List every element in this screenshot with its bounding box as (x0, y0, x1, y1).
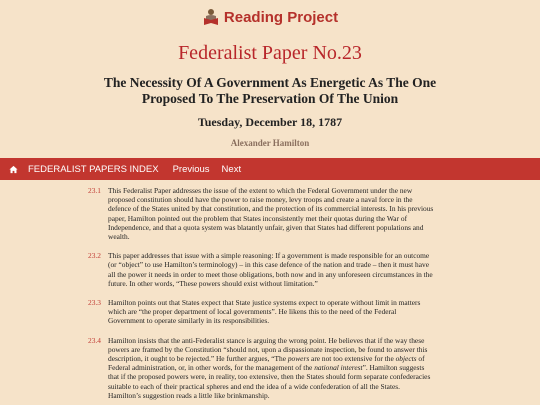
book-reader-icon (202, 8, 220, 26)
paragraph-text (108, 298, 434, 326)
emphasis-text: objects (395, 354, 417, 364)
paragraph-number: 23.2 (88, 251, 101, 261)
publication-date: Tuesday, December 18, 1787 (197, 115, 343, 129)
paragraph-text (108, 186, 434, 241)
site-logo[interactable] (0, 8, 540, 26)
author-name: Alexander Hamilton (230, 138, 310, 148)
paragraph-text (108, 251, 434, 288)
text-run: Hamilton insists that the anti-Federalist stance is arguing the wrong point. He believes that if the way these powers are framed by the Constitution “should not, upon a dispassionate inspection, be found to answer this description, it ought to be rejected.” He further argues, “The (108, 335, 428, 364)
paragraph (88, 186, 434, 241)
emphasis-text: national interest (314, 363, 363, 373)
paragraph-number: 23.3 (88, 298, 101, 308)
article-content (88, 186, 434, 405)
text-run: are not too extensive for the (309, 354, 396, 364)
paragraph-number: 23.1 (88, 186, 101, 195)
text-run: ”. Hamilton suggests that if the proposed powers were, in reality, too extensive, then the States should form separate confederacies suitable to each of their practical spheres and end the idea of a wide confederation of all the States. Hamilton’s suggestion reads a little like brinkmanship. (108, 363, 431, 400)
paragraph-text (108, 336, 434, 400)
paragraph (88, 336, 434, 400)
text-run: This paper addresses that issue with a simple reasoning: If a government is made responsible for an outcome (or “object” to use Hamilton’s terminology) – in this case defence of the nation and trade – then it must have all the power it needs in order to meet those obligations, both now and in any unforeseen circumstances in the future. In other words, “These powers should exist without limitation.” (108, 251, 433, 288)
paragraph (88, 251, 434, 288)
text-run: Hamilton points out that States expect that State justice systems expect to operate without limit in matters which are “the proper department of local governments”. He likens this to the need of the Federal Government to operate similarly in its responsibilities. (108, 298, 421, 326)
logo-text: Reading Project (223, 8, 339, 26)
page-subtitle: The Necessity Of A Government As Energetic As The One Proposed To The Preservation Of The Union (103, 75, 437, 106)
nav-previous-link[interactable]: Previous (172, 163, 210, 175)
paragraph (88, 298, 434, 326)
nav-bar (0, 158, 540, 180)
nav-index-link[interactable]: FEDERALIST PAPERS INDEX (28, 163, 159, 175)
text-run: of Federal administration, or, in other words, for the management of the (108, 354, 425, 373)
home-icon[interactable] (4, 158, 22, 180)
emphasis-text: powers (287, 354, 310, 364)
text-run: This Federalist Paper addresses the issue of the extent to which the Federal Government under the new proposed constitution should have the power to raise money, levy troops and create a naval force in the defence of the States united by that constitution, and the protection of its commercial interests. In his previous paper, Hamilton pointed out the problem that States inconsistently met their quotas during the War of Independence, and that a quota system was blatantly unfair, given that States had different populations and wealth. (108, 186, 434, 242)
paragraph-number: 23.4 (88, 335, 101, 345)
nav-next-link[interactable]: Next (221, 163, 242, 175)
page-title: Federalist Paper No.23 (178, 42, 362, 64)
